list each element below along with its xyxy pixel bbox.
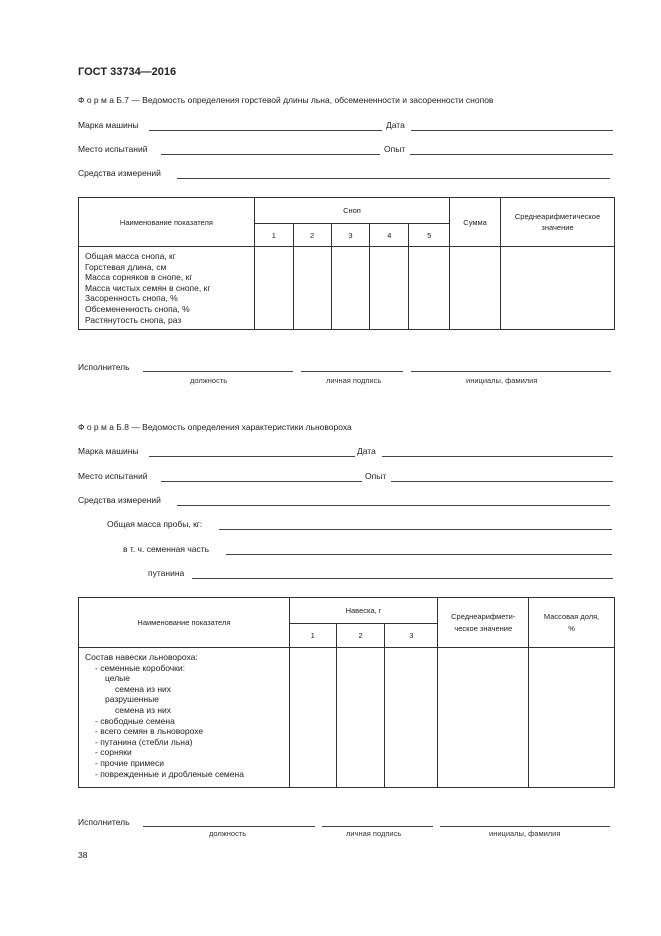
- form7-position-line: [143, 371, 293, 372]
- form7-col-group: Сноп: [254, 198, 449, 224]
- form7-means-line: [177, 178, 610, 179]
- form8-signature-line: [322, 826, 433, 827]
- form7-place-line: [161, 154, 380, 155]
- form7-title: Ф о р м а Б.7 — Ведомость определения горстевой длины льна, обсемененности и засоренности снопов: [78, 95, 494, 105]
- form7-date-label: Дата: [386, 120, 405, 130]
- form8-total-mass-label: Общая масса пробы, кг:: [107, 519, 203, 529]
- form7-subcol-3: 3: [331, 224, 370, 247]
- form8-means-line: [177, 505, 610, 506]
- form7-signature-line: [301, 371, 403, 372]
- form7-cell: [254, 247, 293, 330]
- form7-row: Засоренность снопа, %: [85, 293, 178, 304]
- form7-row: Растянутость снопа, раз: [85, 314, 182, 325]
- form8-date-label: Дата: [357, 446, 376, 456]
- form8-tangle-label: путанина: [148, 568, 185, 578]
- form8-row: - свободные семена: [95, 715, 175, 726]
- form7-cell: [409, 247, 450, 330]
- form8-col-share: [529, 598, 615, 648]
- form7-cell: [370, 247, 409, 330]
- form8-row: - поврежденные и дробленые семена: [95, 768, 244, 779]
- form8-trial-label: Опыт: [365, 471, 387, 481]
- form7-row: Горстевая длина, см: [85, 261, 167, 272]
- form7-trial-label: Опыт: [384, 144, 406, 154]
- form7-col-mean: Среднеарифметическое значение: [501, 198, 615, 247]
- form8-row: - путанина (стебли льна): [95, 736, 193, 747]
- form8-date-line: [382, 456, 613, 457]
- form8-tangle-line: [192, 578, 613, 579]
- form7-caption-position: должность: [190, 376, 228, 385]
- form8-row: - всего семян в льноворохе: [95, 726, 204, 737]
- form8-place-label: Место испытаний: [78, 471, 148, 481]
- form7-trial-line: [410, 154, 613, 155]
- form8-row: - семенные коробочки:: [95, 662, 185, 673]
- form8-col-name: Наименование показателя: [79, 598, 290, 648]
- form7-executor-label: Исполнитель: [78, 362, 130, 372]
- form7-cell: [501, 247, 615, 330]
- form8-row: семена из них: [115, 704, 172, 715]
- form7-means-label: Средства измерений: [78, 168, 161, 178]
- form8-place-line: [161, 481, 362, 482]
- form8-subcol-3: 3: [385, 624, 438, 648]
- form8-position-line: [143, 826, 315, 827]
- form7-subcol-1: 1: [254, 224, 293, 247]
- form8-cell: [438, 648, 529, 788]
- form8-row-list: [79, 648, 290, 788]
- form8-col-group: Навеска, г: [289, 598, 437, 624]
- form7-name-line: [411, 371, 611, 372]
- form7-caption-signature: личная подпись: [326, 376, 382, 385]
- form7-cell: [331, 247, 370, 330]
- form7-subcol-4: 4: [370, 224, 409, 247]
- form7-row: Обсемененность снопа, %: [85, 303, 190, 314]
- form8-row: Состав навески льновороха:: [85, 652, 198, 662]
- form8-cell: [385, 648, 438, 788]
- form7-row-list: [79, 247, 255, 330]
- form7-row: Масса сорняков в снопе, кг: [85, 272, 193, 283]
- form8-caption-position: должность: [209, 829, 247, 838]
- form7-machine-line: [149, 130, 382, 131]
- form7-row: Масса чистых семян в снопе, кг: [85, 282, 211, 293]
- form7-place-label: Место испытаний: [78, 144, 148, 154]
- form7-subcol-5: 5: [409, 224, 450, 247]
- form8-subcol-1: 1: [289, 624, 336, 648]
- form8-trial-line: [391, 481, 613, 482]
- form7-col-sum: Сумма: [450, 198, 501, 247]
- form8-machine-label: Марка машины: [78, 446, 139, 456]
- form8-col-share-line1: Массовая доля,: [543, 611, 600, 621]
- form8-cell: [289, 648, 336, 788]
- form7-machine-label: Марка машины: [78, 120, 139, 130]
- form8-caption-signature: личная подпись: [346, 829, 402, 838]
- form8-title: Ф о р м а Б.8 — Ведомость определения характеристики льновороха: [78, 422, 352, 432]
- form8-col-share-line2: %: [568, 623, 575, 633]
- form7-table: [78, 197, 615, 330]
- document-header: ГОСТ 33734—2016: [78, 66, 177, 78]
- form8-row: разрушенные: [105, 694, 159, 705]
- page-number: 38: [78, 850, 88, 860]
- form8-table: [78, 597, 615, 788]
- form8-caption-name: инициалы, фамилия: [489, 829, 561, 838]
- form8-row: целые: [105, 673, 131, 684]
- form7-cell: [450, 247, 501, 330]
- form8-col-mean-line1: Среднеарифмети-: [451, 611, 516, 621]
- form7-cell: [293, 247, 331, 330]
- form8-row: - прочие примеси: [95, 757, 164, 768]
- form7-subcol-2: 2: [293, 224, 331, 247]
- form8-row: семена из них: [115, 683, 172, 694]
- form8-executor-label: Исполнитель: [78, 817, 130, 827]
- form8-row: - сорняки: [95, 747, 132, 758]
- form8-cell: [336, 648, 385, 788]
- form8-subcol-2: 2: [336, 624, 385, 648]
- form8-col-mean-line2: ческое значение: [454, 623, 513, 633]
- form7-col-name: Наименование показателя: [79, 198, 255, 247]
- form8-seed-part-line: [226, 554, 612, 555]
- form7-date-line: [411, 130, 613, 131]
- form8-col-mean: [438, 598, 529, 648]
- form8-name-line: [440, 826, 610, 827]
- form8-machine-line: [149, 456, 355, 457]
- form7-row: Общая масса снопа, кг: [85, 251, 176, 261]
- form8-seed-part-label: в т. ч. семенная часть: [123, 544, 210, 554]
- form8-total-mass-line: [219, 529, 612, 530]
- form8-cell: [529, 648, 615, 788]
- form8-means-label: Средства измерений: [78, 495, 161, 505]
- form7-caption-name: инициалы, фамилия: [466, 376, 538, 385]
